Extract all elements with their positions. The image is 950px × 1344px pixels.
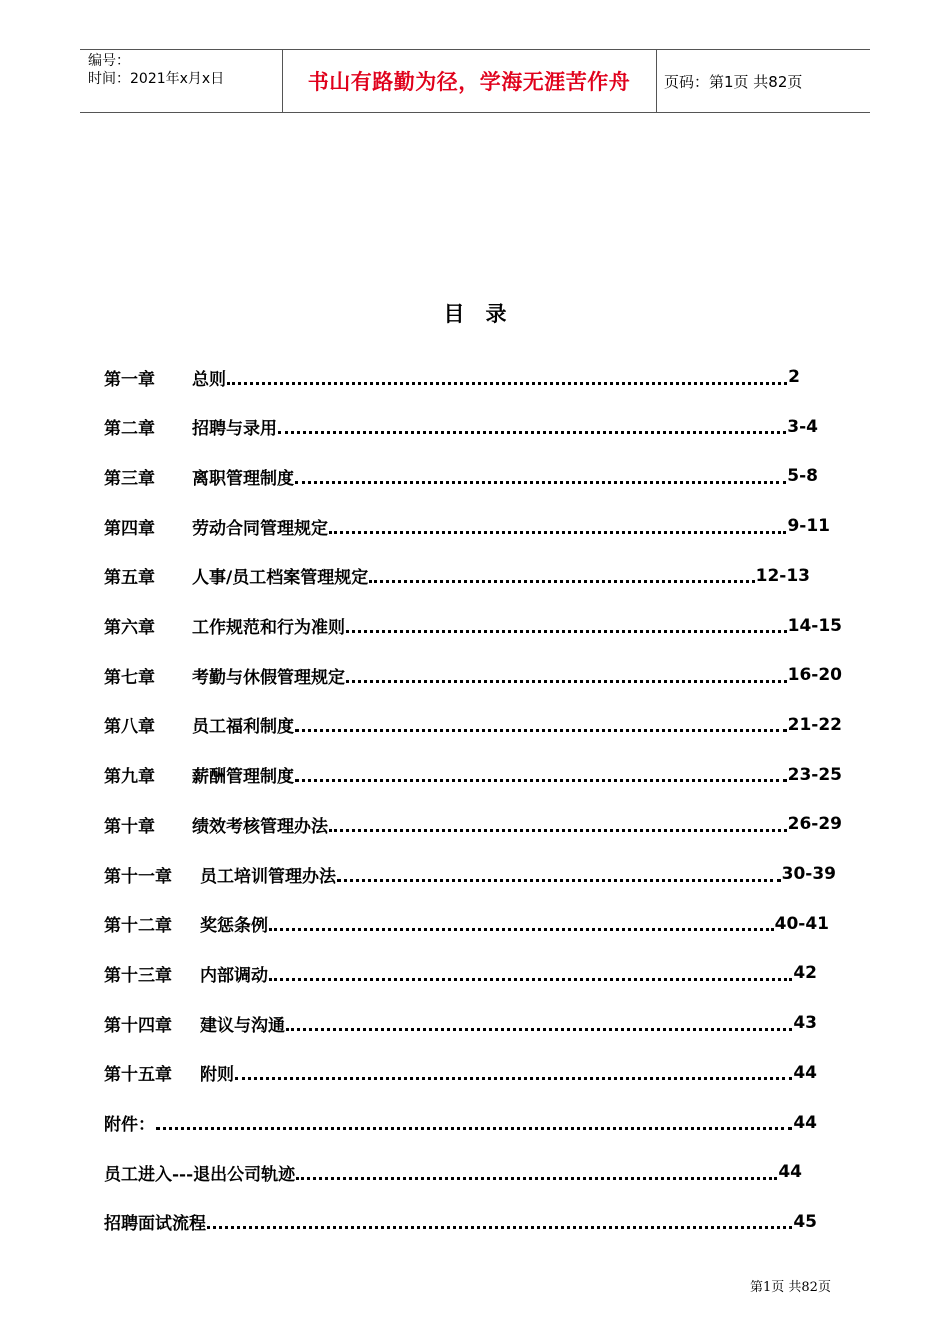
toc-entry[interactable] bbox=[104, 461, 818, 491]
toc-chapter-name: 招聘与录用 bbox=[192, 419, 277, 440]
toc-page-range: 42 bbox=[793, 963, 817, 984]
toc-leader-dots bbox=[235, 1074, 792, 1080]
header-divider bbox=[656, 50, 657, 112]
toc-page-range: 30-39 bbox=[781, 864, 836, 884]
toc-chapter-number: 第十二章 bbox=[104, 916, 172, 937]
page-header bbox=[80, 49, 870, 113]
toc-entry-title bbox=[104, 862, 336, 887]
toc-entry[interactable] bbox=[104, 859, 836, 889]
toc-entry[interactable] bbox=[104, 1008, 817, 1038]
toc-chapter-name: 员工培训管理办法 bbox=[200, 866, 336, 887]
toc-leader-dots bbox=[337, 876, 781, 882]
toc-leader-dots bbox=[295, 776, 787, 782]
toc-entry-title bbox=[104, 414, 277, 439]
toc-chapter-name: 员工进入---退出公司轨迹 bbox=[104, 1164, 296, 1185]
toc-entry[interactable] bbox=[104, 561, 810, 591]
toc-entry-title bbox=[104, 464, 294, 489]
toc-page-range: 2 bbox=[788, 367, 800, 387]
page-footer: 第1页 共82页 bbox=[750, 1280, 831, 1295]
toc-chapter-name: 绩效考核管理办法 bbox=[192, 816, 328, 837]
toc-entry[interactable] bbox=[104, 611, 842, 641]
toc-entry[interactable] bbox=[104, 1108, 817, 1138]
toc-chapter-number: 第十章 bbox=[104, 816, 155, 837]
toc-page-range: 12-13 bbox=[755, 565, 810, 586]
toc-title: 目 录 bbox=[443, 301, 507, 326]
toc-chapter-name: 附则 bbox=[200, 1065, 234, 1086]
toc-page-range: 43 bbox=[793, 1013, 817, 1034]
toc-entry-title bbox=[104, 961, 268, 986]
toc-page-range: 45 bbox=[793, 1211, 817, 1232]
toc-leader-dots bbox=[296, 1174, 777, 1180]
toc-entry-title bbox=[104, 613, 345, 638]
header-page-count: 页码：第1页 共82页 bbox=[664, 72, 803, 91]
toc-chapter-number: 第七章 bbox=[104, 667, 155, 688]
toc-chapter-name: 招聘面试流程 bbox=[104, 1214, 206, 1235]
toc-leader-dots bbox=[269, 925, 774, 931]
toc-leader-dots bbox=[295, 478, 786, 484]
toc-leader-dots bbox=[346, 627, 787, 633]
toc-page-range: 26-29 bbox=[787, 814, 842, 835]
toc-entry[interactable] bbox=[104, 710, 842, 740]
toc-entry-title bbox=[104, 712, 294, 737]
toc-entry-title bbox=[104, 514, 328, 539]
toc-entry[interactable] bbox=[104, 412, 818, 442]
toc-leader-dots bbox=[269, 975, 792, 981]
toc-leader-dots bbox=[278, 428, 786, 434]
toc-chapter-number: 第八章 bbox=[104, 717, 155, 738]
toc-entry[interactable] bbox=[104, 909, 829, 939]
toc-chapter-name: 人事/员工档案管理规定 bbox=[192, 568, 369, 589]
toc-entry-title bbox=[104, 1209, 206, 1234]
toc-entry-title bbox=[104, 812, 328, 837]
toc-page-range: 16-20 bbox=[787, 665, 842, 686]
toc-entry-title bbox=[104, 762, 294, 787]
toc-leader-dots bbox=[329, 528, 786, 534]
toc-chapter-number: 第十一章 bbox=[104, 866, 172, 887]
toc-chapter-number: 第五章 bbox=[104, 568, 155, 589]
toc-page-range: 44 bbox=[793, 1112, 817, 1133]
toc-entry[interactable] bbox=[104, 760, 842, 790]
toc-entry-title bbox=[104, 1110, 155, 1135]
toc-chapter-name: 离职管理制度 bbox=[192, 468, 294, 489]
toc-entry[interactable] bbox=[104, 809, 842, 839]
toc-chapter-name: 薪酬管理制度 bbox=[192, 767, 294, 788]
toc-leader-dots bbox=[156, 1124, 792, 1130]
toc-leader-dots bbox=[295, 726, 787, 732]
toc-entry-title bbox=[104, 1011, 285, 1036]
header-motto: 书山有路勤为径，学海无涯苦作舟 bbox=[307, 70, 631, 94]
toc-chapter-name: 员工福利制度 bbox=[192, 717, 294, 738]
toc-page-range: 23-25 bbox=[787, 764, 842, 785]
toc-chapter-name: 总则 bbox=[192, 369, 226, 390]
toc-entry[interactable] bbox=[104, 1207, 817, 1237]
header-number: 编号： bbox=[88, 53, 130, 69]
toc-chapter-name: 奖惩条例 bbox=[200, 916, 268, 937]
toc-chapter-name: 附件： bbox=[104, 1115, 155, 1135]
toc-entry-title bbox=[104, 1160, 295, 1185]
toc-entry[interactable] bbox=[104, 1157, 802, 1187]
toc-chapter-number: 第十五章 bbox=[104, 1065, 172, 1086]
header-time: 时间：2021年x月x日 bbox=[88, 71, 225, 87]
toc-chapter-number: 第六章 bbox=[104, 618, 155, 638]
toc-chapter-name: 考勤与休假管理规定 bbox=[192, 667, 345, 688]
toc-entry[interactable] bbox=[104, 511, 830, 541]
toc-entry[interactable] bbox=[104, 1058, 817, 1088]
toc-page-range: 21-22 bbox=[787, 714, 842, 735]
toc-chapter-number: 第十三章 bbox=[104, 965, 172, 986]
toc-chapter-name: 内部调动 bbox=[200, 965, 268, 986]
toc-entry-title bbox=[104, 911, 268, 936]
toc-leader-dots bbox=[286, 1025, 792, 1031]
toc-page-range: 44 bbox=[778, 1162, 802, 1183]
toc-entry[interactable] bbox=[104, 958, 817, 988]
toc-chapter-number: 第十四章 bbox=[104, 1015, 172, 1036]
toc-page-range: 44 bbox=[793, 1062, 817, 1083]
toc-chapter-name: 工作规范和行为准则 bbox=[192, 618, 345, 638]
toc-page-range: 5-8 bbox=[787, 466, 818, 487]
toc-entry-title bbox=[104, 663, 345, 688]
toc-page-range: 14-15 bbox=[787, 615, 842, 636]
toc-leader-dots bbox=[329, 826, 787, 832]
toc-leader-dots bbox=[227, 379, 787, 385]
toc-chapter-number: 第三章 bbox=[104, 468, 155, 489]
toc-page-range: 40-41 bbox=[774, 913, 829, 934]
toc-chapter-number: 第九章 bbox=[104, 767, 155, 788]
toc-chapter-name: 建议与沟通 bbox=[200, 1015, 285, 1036]
toc-entry[interactable] bbox=[104, 362, 800, 392]
toc-chapter-number: 第一章 bbox=[104, 369, 155, 390]
toc-leader-dots bbox=[207, 1223, 792, 1229]
toc-entry-title bbox=[104, 563, 368, 588]
toc-chapter-name: 劳动合同管理规定 bbox=[192, 518, 328, 539]
toc-page-range: 9-11 bbox=[787, 516, 830, 537]
toc-leader-dots bbox=[369, 577, 754, 583]
toc-page-range: 3-4 bbox=[787, 416, 818, 437]
toc-entry-title bbox=[104, 365, 226, 390]
header-meta bbox=[88, 52, 278, 88]
toc-entry-title bbox=[104, 1060, 234, 1085]
toc-entry[interactable] bbox=[104, 660, 842, 690]
toc-chapter-number: 第四章 bbox=[104, 518, 155, 539]
toc-leader-dots bbox=[346, 677, 787, 683]
toc-chapter-number: 第二章 bbox=[104, 419, 155, 440]
